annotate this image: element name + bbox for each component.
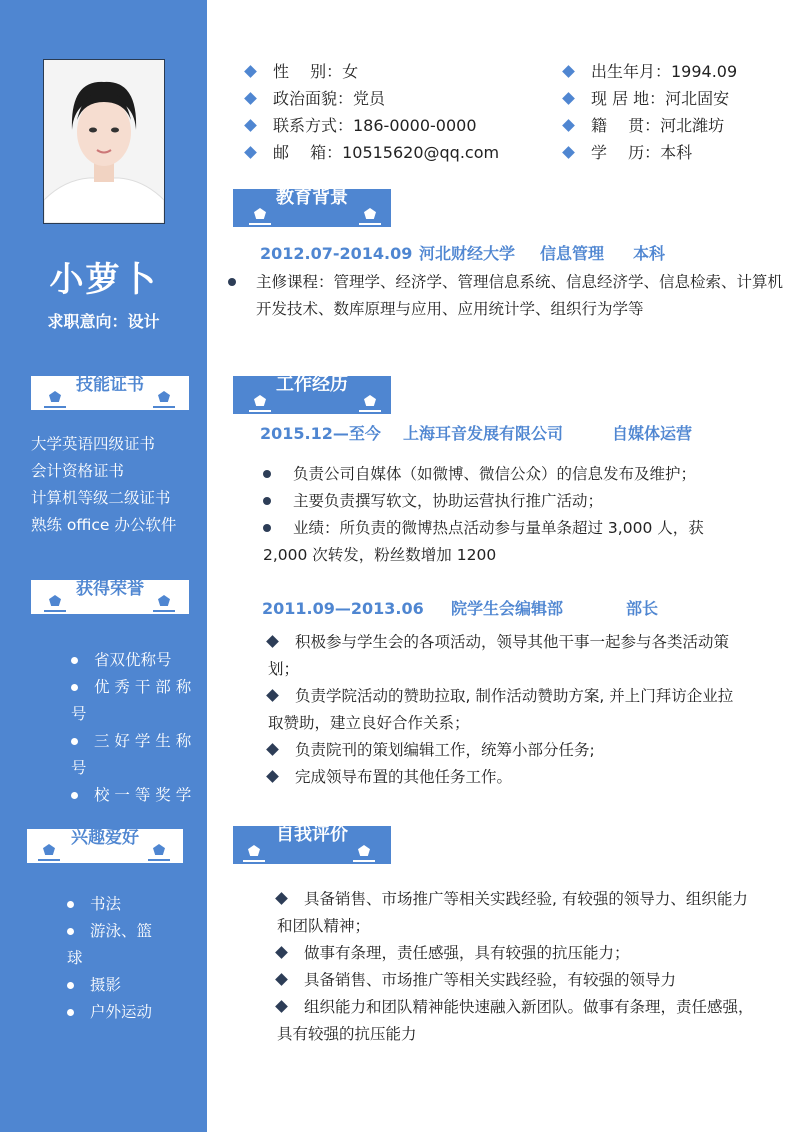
job1-role: 自媒体运营 — [612, 424, 693, 443]
skills-list — [31, 431, 176, 539]
bullet-icon — [71, 684, 78, 691]
diamond-icon — [244, 119, 257, 132]
bullet-icon — [228, 278, 236, 286]
pentagon-icon — [358, 845, 370, 856]
info-education — [564, 141, 692, 165]
duty-text: 业绩：所负责的微博热点活动参与量单条超过 3,000 人，获 — [293, 519, 704, 537]
underline-decor — [353, 860, 375, 862]
list-item-text: 三 好 学 生 称 — [94, 732, 192, 750]
bullet-icon — [263, 524, 271, 532]
list-item: 会计资格证书 — [31, 462, 125, 480]
job1-duties — [263, 461, 763, 569]
underline-decor — [148, 859, 170, 861]
list-item — [268, 737, 768, 764]
diamond-bullet-icon — [275, 973, 288, 986]
list-item — [268, 683, 768, 710]
diamond-icon — [244, 65, 257, 78]
bullet-icon — [67, 901, 74, 908]
courses-line: 开发技术、数库原理与应用、应用统计学、组织行为学等 — [256, 300, 644, 318]
underline-decor — [359, 410, 381, 412]
underline-decor — [38, 859, 60, 861]
list-item — [71, 728, 196, 755]
diamond-bullet-icon — [266, 689, 279, 702]
duty-text: 主要负责撰写软文，协助运营执行推广活动； — [293, 492, 604, 510]
list-item: 大学英语四级证书 — [31, 435, 156, 453]
work-title: 工作经历 — [276, 374, 348, 395]
self-eval-list — [277, 886, 777, 1048]
job2-duties — [268, 629, 768, 791]
underline-decor — [249, 410, 271, 412]
education-header — [233, 189, 391, 227]
eval-text: 做事有条理，责任感强，具有较强的抗压能力； — [304, 944, 630, 962]
list-item — [268, 764, 768, 791]
list-item — [71, 674, 196, 701]
education-title: 教育背景 — [276, 187, 348, 208]
self-eval-title: 自我评价 — [276, 824, 348, 845]
bullet-icon — [71, 738, 78, 745]
pentagon-icon — [364, 208, 376, 219]
list-item-text: 户外运动 — [90, 1003, 153, 1021]
honors-header — [31, 580, 189, 614]
underline-decor — [44, 610, 66, 612]
edu-major: 信息管理 — [540, 244, 605, 263]
list-item-text: 游泳、篮 — [90, 922, 153, 940]
list-item-cont: 取赞助，建立良好合作关系； — [268, 714, 470, 732]
list-item — [268, 629, 768, 656]
underline-decor — [249, 223, 271, 225]
list-item — [277, 886, 777, 913]
list-item-text: 号 — [71, 759, 87, 777]
list-item — [67, 918, 192, 945]
underline-decor — [359, 223, 381, 225]
duty-text: 负责公司自媒体（如微博、微信公众）的信息发布及维护； — [293, 465, 697, 483]
bullet-icon — [67, 928, 74, 935]
diamond-bullet-icon — [275, 946, 288, 959]
underline-decor — [44, 406, 66, 408]
diamond-bullet-icon — [266, 770, 279, 783]
pentagon-icon — [248, 845, 260, 856]
duty-text: 负责院刊的策划编辑工作，统筹小部分任务; — [295, 741, 595, 759]
diamond-icon — [244, 92, 257, 105]
hobbies-list — [67, 891, 192, 1026]
candidate-name: 小萝卜 — [49, 260, 158, 300]
job1-period: 2015.12—至今 — [260, 424, 381, 443]
duty-text: 完成领导布置的其他任务工作。 — [295, 768, 513, 786]
list-item — [67, 999, 192, 1026]
list-item-text: 优 秀 干 部 称 — [94, 678, 192, 696]
edu-courses — [228, 269, 788, 323]
duty-text: 积极参与学生会的各项活动，领导其他干事一起参与各类活动策 — [295, 633, 730, 651]
info-political — [246, 87, 385, 111]
hobbies-header — [27, 829, 183, 863]
list-item — [71, 782, 196, 809]
list-item-text: 号 — [71, 705, 87, 723]
list-item — [277, 994, 777, 1021]
info-text: 学 历：本科 — [591, 143, 693, 162]
info-text: 联系方式：186-0000-0000 — [273, 116, 477, 135]
list-item-cont: 划； — [268, 660, 300, 678]
info-contact — [246, 114, 477, 138]
self-eval-header — [233, 826, 391, 864]
eval-text: 具备销售、市场推广等相关实践经验, 有较强的领导力、组织能力 — [304, 890, 748, 908]
courses-text: 主修课程：管理学、经济学、管理信息系统、信息经济学、信息检索、计算机 — [256, 273, 784, 291]
eval-text: 组织能力和团队精神能快速融入新团队。做事有条理，责任感强， — [304, 998, 754, 1016]
job2-period: 2011.09—2013.06 — [262, 599, 424, 618]
job-intent: 求职意向：设计 — [47, 312, 160, 331]
bullet-icon — [263, 470, 271, 478]
list-item-cont: 具有较强的抗压能力 — [277, 1025, 417, 1043]
job1-header — [260, 422, 760, 446]
diamond-icon — [562, 92, 575, 105]
skills-header — [31, 376, 189, 410]
pentagon-icon — [254, 395, 266, 406]
list-item-text: 摄影 — [90, 976, 122, 994]
pentagon-icon — [364, 395, 376, 406]
info-text: 政治面貌：党员 — [273, 89, 386, 108]
bullet-icon — [67, 982, 74, 989]
hobbies-title: 兴趣爱好 — [71, 828, 139, 848]
eval-text: 具备销售、市场推广等相关实践经验，有较强的领导力 — [304, 971, 677, 989]
list-item — [277, 967, 777, 994]
info-email — [246, 141, 499, 165]
info-text: 邮 箱：10515620@qq.com — [273, 143, 500, 162]
job2-header — [262, 597, 762, 621]
info-text: 籍 贯：河北潍坊 — [591, 116, 725, 135]
edu-period: 2012.07-2014.09 — [260, 244, 413, 263]
diamond-icon — [244, 146, 257, 159]
list-item-text: 校 一 等 奖 学 — [94, 786, 192, 804]
list-item — [263, 461, 763, 488]
list-item-text: 书法 — [90, 895, 122, 913]
bullet-icon — [71, 792, 78, 799]
bullet-icon — [67, 1009, 74, 1016]
diamond-bullet-icon — [266, 635, 279, 648]
list-item: 计算机等级二级证书 — [31, 489, 171, 507]
info-gender — [246, 60, 358, 84]
pentagon-icon — [254, 208, 266, 219]
diamond-icon — [562, 146, 575, 159]
job2-role: 部长 — [626, 599, 659, 618]
info-birth — [564, 60, 737, 84]
education-entry — [260, 242, 760, 266]
list-item — [67, 972, 192, 999]
diamond-bullet-icon — [275, 892, 288, 905]
list-item — [263, 515, 763, 542]
courses-line — [228, 269, 788, 296]
list-item — [71, 701, 196, 728]
work-header — [233, 376, 391, 414]
list-item — [67, 945, 192, 972]
profile-photo — [43, 59, 165, 224]
bullet-icon — [263, 497, 271, 505]
list-item — [71, 647, 196, 674]
list-item-text: 球 — [67, 949, 83, 967]
job1-company: 上海耳音发展有限公司 — [403, 424, 564, 443]
info-residence — [564, 87, 729, 111]
bullet-icon — [71, 657, 78, 664]
job2-company: 院学生会编辑部 — [451, 599, 564, 618]
edu-degree: 本科 — [633, 244, 666, 263]
list-item — [277, 940, 777, 967]
sidebar — [0, 0, 207, 1132]
underline-decor — [153, 610, 175, 612]
info-origin — [564, 114, 724, 138]
list-item-cont: 和团队精神； — [277, 917, 371, 935]
list-item — [71, 755, 196, 782]
diamond-icon — [562, 119, 575, 132]
skills-title: 技能证书 — [76, 375, 144, 395]
info-text: 出生年月：1994.09 — [591, 62, 738, 81]
underline-decor — [153, 406, 175, 408]
edu-school: 河北财经大学 — [419, 244, 516, 263]
diamond-bullet-icon — [266, 743, 279, 756]
underline-decor — [243, 860, 265, 862]
list-item-cont: 2,000 次转发，粉丝数增加 1200 — [263, 546, 497, 564]
diamond-icon — [562, 65, 575, 78]
list-item — [67, 891, 192, 918]
diamond-bullet-icon — [275, 1000, 288, 1013]
avatar-icon — [44, 60, 164, 223]
list-item-text: 省双优称号 — [94, 651, 172, 669]
info-text: 现 居 地：河北固安 — [591, 89, 730, 108]
honors-list — [71, 647, 196, 809]
honors-title: 获得荣誉 — [76, 579, 144, 599]
duty-text: 负责学院活动的赞助拉取, 制作活动赞助方案, 并上门拜访企业拉 — [295, 687, 734, 705]
list-item — [263, 488, 763, 515]
list-item: 熟练 office 办公软件 — [31, 516, 177, 534]
info-text: 性 别：女 — [273, 62, 359, 81]
